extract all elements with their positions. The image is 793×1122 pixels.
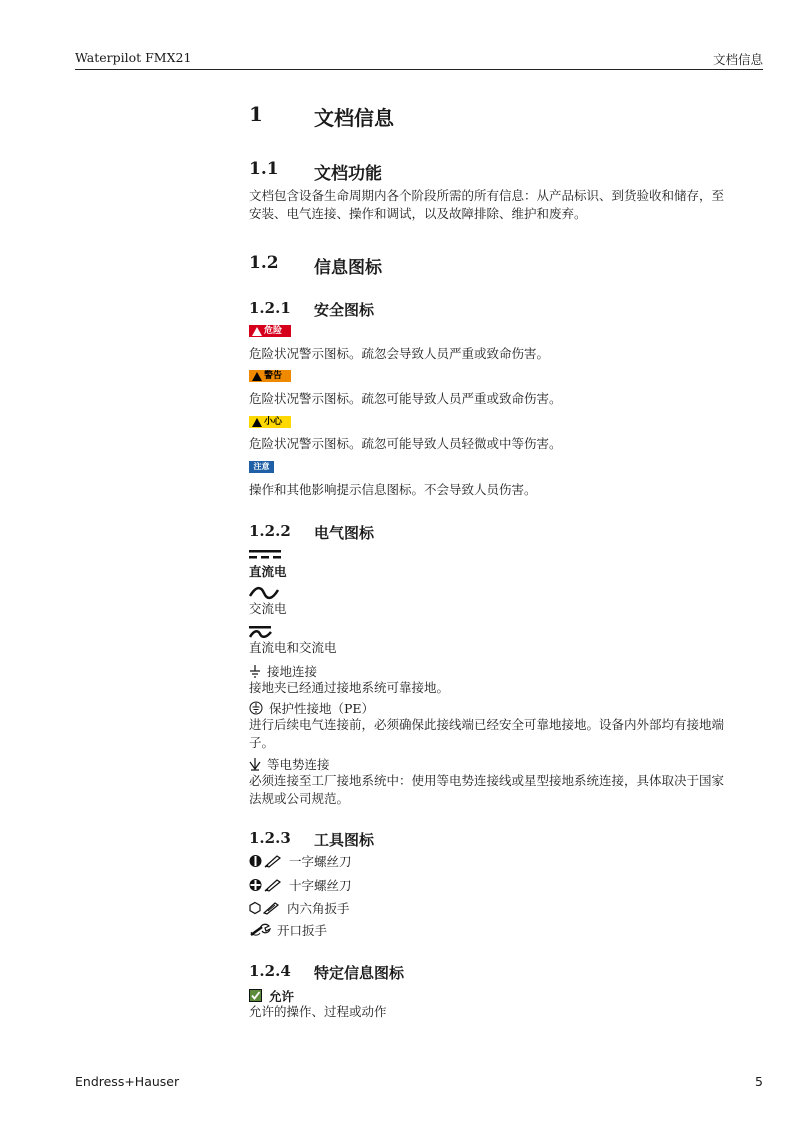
text-line: 必须连接至工厂接地系统中：使用等电势连接线或星型接地系统连接，具体取决于国家 bbox=[249, 773, 725, 788]
equipotential-row bbox=[249, 755, 330, 773]
text-line: 进行后续电气连接前，必须确保此接线端已经安全可靠地接地。设备内外部均有接地端 bbox=[249, 717, 725, 732]
pe-text bbox=[249, 716, 763, 751]
text-line: 安装、电气连接、操作和调试，以及故障排除、维护和废弃。 bbox=[249, 205, 587, 221]
protective-earth-icon bbox=[249, 701, 263, 715]
tool-label: 一字螺丝刀 bbox=[289, 854, 352, 869]
tool-label: 开口扳手 bbox=[277, 923, 328, 938]
notice-badge bbox=[249, 461, 274, 473]
badge-label: 小心 bbox=[264, 417, 283, 427]
section-number: 1.1 bbox=[249, 159, 279, 179]
dc-label: 直流电 bbox=[249, 564, 287, 579]
section-number: 1.2.1 bbox=[249, 299, 291, 317]
section-number: 1.2 bbox=[249, 253, 279, 273]
badge-label: 注意 bbox=[253, 462, 270, 471]
text-line: 文档包含设备生命周期内各个阶段所需的所有信息：从产品标识、到货验收和储存，至 bbox=[249, 188, 725, 203]
permitted-text: 允许的操作、过程或动作 bbox=[249, 1004, 387, 1019]
section-1-2-4-heading bbox=[249, 962, 763, 982]
ground-connection-row bbox=[249, 662, 317, 680]
cross-screwdriver-row bbox=[249, 876, 352, 894]
page-header bbox=[75, 50, 763, 70]
document-function-text bbox=[249, 187, 763, 222]
section-1-2-1-heading bbox=[249, 299, 763, 319]
danger-text: 危险状况警示图标。疏忽会导致人员严重或致命伤害。 bbox=[249, 346, 550, 361]
checkbox-checked-icon bbox=[249, 989, 263, 1003]
warning-badge bbox=[249, 370, 291, 382]
equipotential-title: 等电势连接 bbox=[267, 757, 330, 772]
open-wrench-row bbox=[249, 921, 327, 939]
text-line: 子。 bbox=[249, 734, 275, 750]
pe-title: 保护性接地（PE） bbox=[269, 701, 375, 716]
cross-screwdriver-icon bbox=[249, 878, 283, 892]
equipotential-text bbox=[249, 772, 763, 807]
notice-text: 操作和其他影响提示信息图标。不会导致人员伤害。 bbox=[249, 482, 537, 497]
acdc-label: 直流电和交流电 bbox=[249, 640, 337, 655]
ground-title: 接地连接 bbox=[267, 664, 318, 679]
hex-key-icon bbox=[249, 901, 281, 915]
warning-text: 危险状况警示图标。疏忽可能导致人员严重或致命伤害。 bbox=[249, 391, 562, 406]
section-title: 安全图标 bbox=[314, 301, 375, 319]
section-1-2-2-heading bbox=[249, 522, 763, 542]
chapter-heading bbox=[249, 102, 763, 128]
direct-current-icon bbox=[249, 548, 283, 560]
ground-icon bbox=[249, 664, 261, 678]
section-title: 特定信息图标 bbox=[314, 964, 405, 982]
warning-triangle-icon bbox=[252, 327, 262, 336]
section-number: 1.2.2 bbox=[249, 522, 291, 540]
warning-triangle-icon bbox=[252, 418, 262, 427]
header-product: Waterpilot FMX21 bbox=[75, 50, 192, 65]
permitted-title: 允许 bbox=[269, 989, 295, 1004]
protective-earth-row bbox=[249, 699, 374, 717]
alternating-current-icon bbox=[249, 586, 279, 600]
open-wrench-icon bbox=[249, 923, 271, 937]
section-title: 电气图标 bbox=[314, 524, 375, 542]
caution-text: 危险状况警示图标。疏忽可能导致人员轻微或中等伤害。 bbox=[249, 436, 562, 451]
flat-screwdriver-icon bbox=[249, 854, 283, 868]
tool-label: 内六角扳手 bbox=[287, 901, 350, 916]
badge-label: 危险 bbox=[264, 326, 283, 336]
section-number: 1.2.3 bbox=[249, 829, 291, 847]
section-1-1-heading bbox=[249, 159, 763, 184]
dc-and-ac-icon bbox=[249, 625, 273, 639]
warning-triangle-icon bbox=[252, 372, 262, 381]
hex-key-row bbox=[249, 899, 350, 917]
chapter-number: 1 bbox=[249, 102, 263, 126]
text-line: 法规或公司规范。 bbox=[249, 790, 350, 806]
danger-badge bbox=[249, 325, 291, 337]
page-number: 5 bbox=[755, 1074, 763, 1089]
section-1-2-heading bbox=[249, 253, 763, 278]
ground-text: 接地夹已经通过接地系统可靠接地。 bbox=[249, 680, 450, 695]
section-1-2-3-heading bbox=[249, 829, 763, 849]
badge-label: 警告 bbox=[264, 371, 283, 381]
flat-screwdriver-row bbox=[249, 852, 352, 870]
chapter-title: 文档信息 bbox=[314, 106, 394, 130]
header-section: 文档信息 bbox=[712, 52, 763, 67]
tool-label: 十字螺丝刀 bbox=[289, 878, 352, 893]
section-number: 1.2.4 bbox=[249, 962, 291, 980]
section-title: 文档功能 bbox=[314, 164, 382, 184]
section-title: 信息图标 bbox=[314, 258, 382, 278]
caution-badge bbox=[249, 416, 291, 428]
ac-label: 交流电 bbox=[249, 601, 287, 616]
footer-brand: Endress+Hauser bbox=[75, 1074, 180, 1089]
equipotential-icon bbox=[249, 757, 261, 771]
section-title: 工具图标 bbox=[314, 831, 375, 849]
